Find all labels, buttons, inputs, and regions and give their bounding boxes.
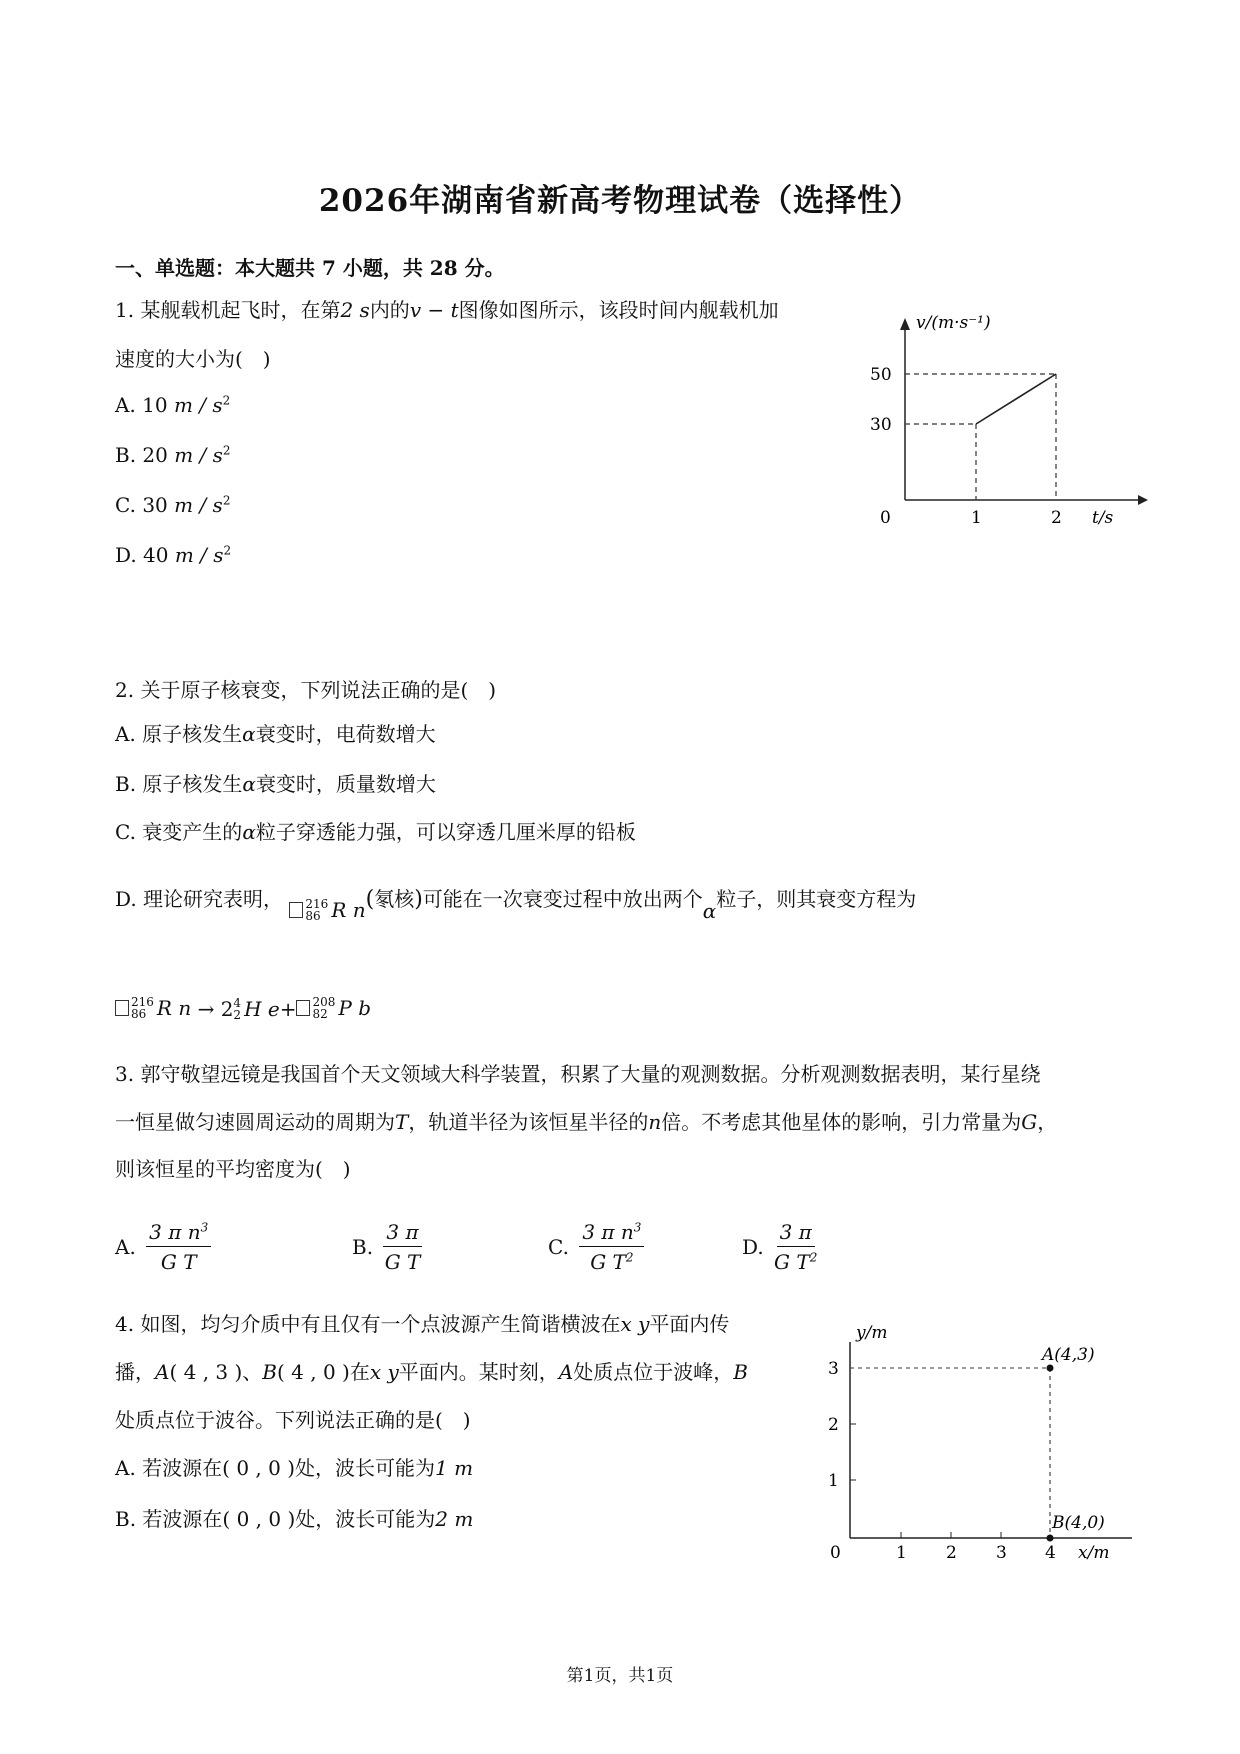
q2-decay-equation: 216 86 R n → 2 4 2 H e + 208 82 P b bbox=[115, 994, 371, 1023]
x-tick-2: 2 bbox=[1051, 508, 1062, 528]
x-axis-arrow-icon bbox=[1138, 495, 1148, 505]
x-axis-label: x/m bbox=[1078, 1543, 1110, 1560]
q3-stem-line1: 3. 郭守敬望远镜是我国首个天文领域大科学装置，积累了大量的观测数据。分析观测数据表明，某行星绕 bbox=[115, 1062, 1041, 1086]
q4-option-a: A. 若波源在( 0 , 0 )处，波长可能为1 m bbox=[115, 1456, 474, 1480]
q3-option-c: C. $\frac{3 \pi n^3}{G T^2}$ bbox=[548, 1220, 644, 1274]
point-b-label: B(4,0) bbox=[1052, 1513, 1105, 1533]
point-a-label: A(4,3) bbox=[1042, 1345, 1095, 1365]
x-tick-4: 4 bbox=[1045, 1543, 1056, 1560]
x-tick-2: 2 bbox=[946, 1543, 957, 1560]
origin-label: 0 bbox=[830, 1543, 841, 1560]
radon-nuclide: 216 86 R n bbox=[289, 896, 365, 924]
q4-xy-graph bbox=[820, 1320, 1140, 1560]
q3-option-a: A. $\frac{3 \pi n^3}{\text{G T}}$ bbox=[115, 1220, 211, 1274]
vt-line bbox=[976, 374, 1056, 424]
q2-option-c: C. 衰变产生的α粒子穿透能力强，可以穿透几厘米厚的铅板 bbox=[115, 820, 636, 844]
y-axis-label: y/m bbox=[856, 1323, 888, 1343]
q2-option-a: A. 原子核发生α衰变时，电荷数增大 bbox=[115, 722, 436, 746]
q1-option-b: B. 20 m / $s^2$ bbox=[115, 443, 231, 467]
point-b bbox=[1047, 1535, 1054, 1542]
q1-stem-line1: 1. 某舰载机起飞时，在第2 s内的v − t图像如图所示，该段时间内舰载机加 bbox=[115, 298, 779, 322]
x-tick-1: 1 bbox=[971, 508, 982, 528]
y-tick-1: 1 bbox=[828, 1471, 839, 1491]
q3-option-d: D. $\frac{3 \pi}{G T^2}$ bbox=[742, 1220, 818, 1274]
y-tick-3: 3 bbox=[828, 1359, 839, 1379]
placeholder-box-icon bbox=[296, 1000, 310, 1016]
q1-vt-graph bbox=[870, 310, 1150, 540]
q3-option-b: B. $\frac{3 \pi}{\text{G T}}$ bbox=[352, 1220, 421, 1274]
point-a bbox=[1047, 1365, 1054, 1372]
q3-stem-line3: 则该恒星的平均密度为( ) bbox=[115, 1157, 351, 1181]
y-tick-50: 50 bbox=[870, 365, 892, 385]
y-axis-label: v/(m·s⁻¹) bbox=[916, 313, 991, 333]
placeholder-box-icon bbox=[115, 1000, 129, 1016]
page-title: 2026年湖南省新高考物理试卷（选择性） bbox=[318, 183, 922, 219]
y-tick-2: 2 bbox=[828, 1415, 839, 1435]
y-axis-arrow-icon bbox=[900, 318, 910, 330]
origin-label: 0 bbox=[880, 508, 891, 528]
q1-stem-line2: 速度的大小为( ) bbox=[115, 347, 271, 371]
q2-option-d: D. 理论研究表明， 216 86 R n (氡核)可能在一次衰变过程中放出两个α粒子，则其衰变方程为 bbox=[115, 887, 917, 923]
x-tick-3: 3 bbox=[996, 1543, 1007, 1560]
x-tick-1: 1 bbox=[896, 1543, 907, 1560]
x-axis-label: t/s bbox=[1092, 508, 1114, 528]
section-heading: 一、单选题：本大题共 7 小题，共 28 分。 bbox=[115, 256, 505, 280]
q4-option-b: B. 若波源在( 0 , 0 )处，波长可能为2 m bbox=[115, 1507, 474, 1531]
q4-stem-line3: 处质点位于波谷。下列说法正确的是( ) bbox=[115, 1408, 471, 1432]
q4-stem-line2: 播，A( 4 , 3 )、B( 4 , 0 )在x y平面内。某时刻，A处质点位于波峰，B bbox=[115, 1360, 748, 1384]
page-footer: 第1页，共1页 bbox=[566, 1666, 674, 1686]
q4-stem-line1: 4. 如图，均匀介质中有且仅有一个点波源产生简谐横波在x y平面内传 bbox=[115, 1312, 730, 1336]
q2-stem: 2. 关于原子核衰变，下列说法正确的是( ) bbox=[115, 678, 497, 702]
q1-option-d: D. 40 m / $s^2$ bbox=[115, 543, 232, 567]
q1-option-c: C. 30 m / $s^2$ bbox=[115, 493, 231, 517]
y-tick-30: 30 bbox=[870, 415, 892, 435]
placeholder-box-icon bbox=[289, 902, 303, 918]
q3-stem-line2: 一恒星做匀速圆周运动的周期为T，轨道半径为该恒星半径的n倍。不考虑其他星体的影响，引力常量为G， bbox=[115, 1110, 1058, 1134]
q2-option-b: B. 原子核发生α衰变时，质量数增大 bbox=[115, 772, 436, 796]
q1-option-a: A. 10 m / $s^2$ bbox=[115, 393, 231, 417]
